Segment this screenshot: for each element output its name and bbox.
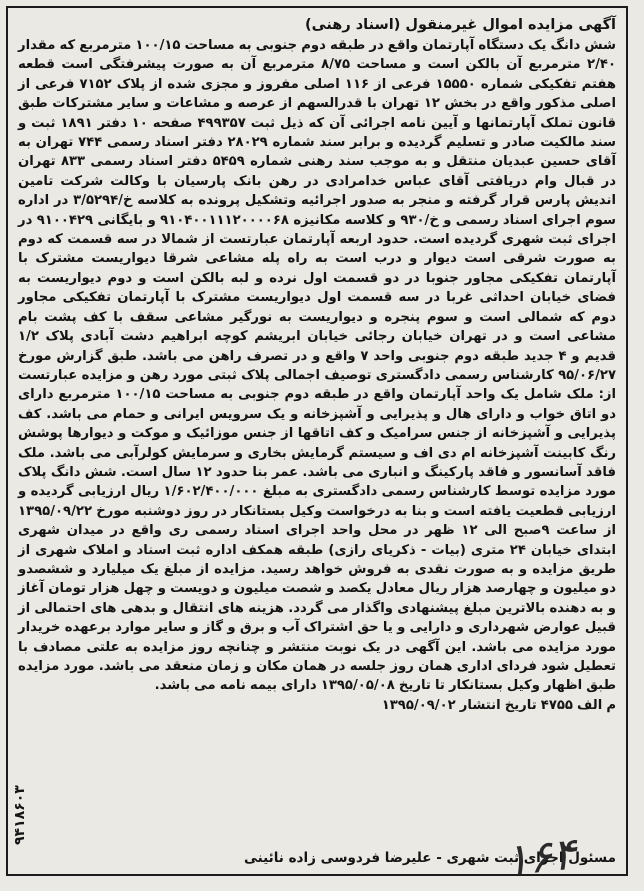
auction-notice-box: [6, 6, 628, 876]
handwritten-annotation: ۱۶۴: [502, 828, 579, 887]
notice-title: آگهی مزایده اموال غیرمنقول (اسناد رهنی): [305, 17, 616, 33]
notice-signature-line: مسئول اجرای ثبت شهری - علیرضا فردوسی زاده نائینی: [243, 850, 616, 866]
notice-body: شش دانگ یک دستگاه آپارتمان واقع در طبقه دوم جنوبی به مساحت ۱۰۰/۱۵ مترمربع که مقدار ۲/۴۰ مترمربع آن بالکن است و مساحت ۸/۷۵ مترمربع آن به صورت پیشرفتگی است قطعه هفتم تفکیکی شماره ۱۵۵۵۰ فرعی از ۱۱۶ اصلی مفروز و مجزی شده از پلاک ۷۱۵۲ فرعی از اصلی مذکور واقع در بخش ۱۲ تهران با قدرالسهم از عرصه و مشاعات و سایر مشترکات طبق قانون تملک آپارتمانها و آیین نامه اجرائی آن که ذیل ثبت ۴۹۹۳۵۷ صفحه ۱۰ دفتر ۱۸۹۱ ثبت و سند مالکیت صادر و تسلیم گردیده و برابر سند شماره ۲۸۰۲۹ دفتر اسناد رسمی ۷۴۴ تهران به آقای حسین عبدیان منتقل و به موجب سند رهنی شماره ۵۴۵۹ دفتر اسناد رسمی ۸۳۳ تهران در قبال وام دریافتی آقای عباس خدامرادی در رهن بانک پارسیان با وکالت شرکت تامین اندیش پارس قرار گرفته و منجر به صدور اجرائیه وتشکیل پرونده به کلاسه خ/۳/۵۲۹۴ در اداره سوم اجرای اسناد رسمی و خ/۹۳۰ و کلاسه مکانیزه ۹۱۰۴۰۰۱۱۱۲۰۰۰۰۶۸ و بایگانی ۹۱۰۰۴۲۹ در اجرای ثبت شهری گردیده است. حدود اربعه آپارتمان عبارتست از شمالا در سه قسمت که دوم به صورت شرقی است دیوار و درب است به راه پله مشاعی شرقا دیواریست مشترک با آپارتمان تفکیکی مجاور جنوبا در دو قسمت اول نرده و لبه بالکن است و دوم دیواریست به فضای خیابان احداثی غربا در سه قسمت اول دیواریست مشترک با آپارتمان تفکیکی مجاور دوم که شمالی است و سوم پنجره و دیواریست به نورگیر مشاعی سقف با کف پشت بام مشاعی است و در تهران خیابان رجائی خیابان ابریشم کوچه ابراهیم دشت آبادی پلاک ۱/۲ قدیم و ۴ جدید طبقه دوم جنوبی واحد ۷ واقع و در تصرف راهن می باشد. طبق گزارش مورخ ۹۵/۰۶/۲۷ کارشناس رسمی دادگستری توصیف اجمالی پلاک ثبتی مورد رهن و مزایده عبارتست از: ملک شامل یک واحد آپارتمان واقع در طبقه دوم جنوبی به مساحت ۱۰۰/۱۵ مترمربع دارای دو اتاق خواب و دارای هال و پذیرایی و آشپزخانه و یک سرویس ایرانی و حمام می باشد. کف پذیرایی و آشپزخانه از جنس سرامیک و کف اتاقها از جنس موزائیک و موکت و دیوارها پوشش رنگ کابینت آشپزخانه ام دی اف و سیستم گرمایش بخاری و سرمایش کولرآبی می باشد. ملک فاقد آسانسور و فاقد پارکینگ و انباری می باشد. عمر بنا حدود ۱۲ سال است. شش دانگ پلاک مورد مزایده توسط کارشناس رسمی دادگستری به مبلغ ۱/۶۰۲/۴۰۰/۰۰۰ ریال ارزیابی گردیده و ارزیابی قطعیت یافته است و بنا به درخواست وکیل بستانکار در روز دوشنبه مورخ ۱۳۹۵/۰۹/۲۲ از ساعت ۹صبح الی ۱۲ ظهر در محل واحد اجرای اسناد رسمی ری واقع در میدان شهری ابتدای خیابان ۲۴ متری (بیات - ذکریای رازی) طبقه همکف اداره ثبت اسناد و املاک شهری از طریق مزایده و به صورت نقدی به فروش خواهد رسید. مزایده از مبلغ یک میلیارد و ششصدو دو میلیون و چهارصد هزار ریال معادل یکصد و شصت میلیون و دویست و چهل هزار تومان آغاز و به دهنده بالاترین مبلغ پیشنهادی واگذار می گردد. هزینه های انتقال و بدهی های احتمالی از قبیل عوارض شهرداری و دارایی و یا حق اشتراک آب و برق و گاز و سایر موارد برعهده خریدار مورد مزایده می باشد. این آگهی در یک نوبت منتشر و چنانچه روز مزایده به علتی مصادف با تعطیل شود فردای اداری همان روز جلسه در همان مکان و زمان منعقد می باشد. مورد مزایده طبق اظهار وکیل بستانکار تا تاریخ ۱۳۹۵/۰۵/۰۸ دارای بیمه نامه می باشد.: [18, 38, 617, 694]
side-reference-number: ۹۴۱۸۶۰۳: [12, 785, 28, 845]
notice-reference-line: م الف ۴۷۵۵ تاریخ انتشار ۱۳۹۵/۰۹/۰۲: [381, 697, 616, 713]
